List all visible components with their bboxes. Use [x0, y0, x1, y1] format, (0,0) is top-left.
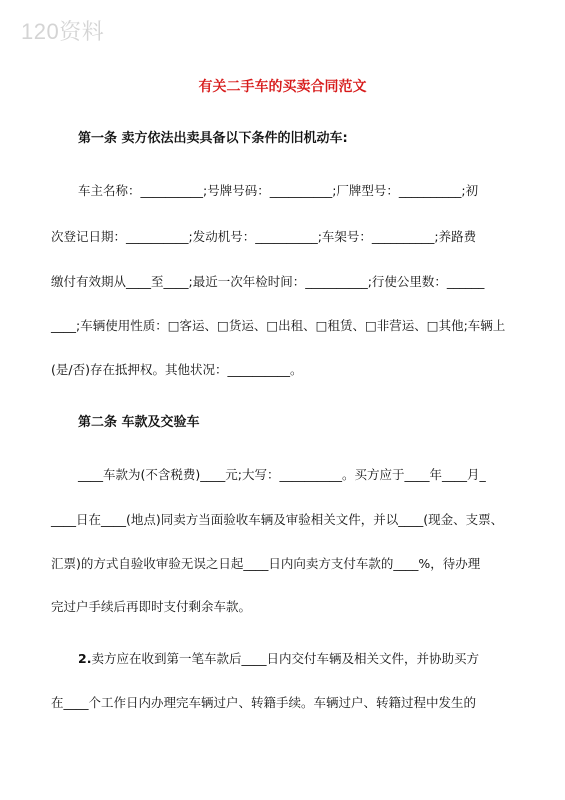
section-1-line-5: (是/否)存在抵押权。其他状况：__________。 — [51, 362, 303, 377]
section-2-line-4: 完过户手续后再即时支付剩余车款。 — [51, 599, 252, 614]
section-2-heading: 第二条 车款及交验车 — [78, 415, 200, 430]
section-2-line-2: ____日在____(地点)同卖方当面验收车辆及审验相关文件，并以____(现金、支票、 — [51, 512, 504, 527]
section-1-heading: 第一条 卖方依法出卖具备以下条件的旧机动车: — [78, 131, 348, 146]
section-2-line-1: ____车款为(不含税费)____元;大写：__________。买方应于____年____月_ — [78, 467, 486, 482]
section-1-line-3: 缴付有效期从____至____;最近一次年检时间：__________;行使公里数：______ — [51, 274, 485, 289]
section-2-item-2-line-1 — [78, 649, 479, 669]
section-2-line-3: 汇票)的方式自验收审验无误之日起____日内向卖方支付车款的____%，待办理 — [51, 556, 481, 571]
document-title: 有关二手车的买卖合同范文 — [198, 79, 367, 95]
section-2-item-2-line-2: 在____个工作日内办理完车辆过户、转籍手续。车辆过户、转籍过程中发生的 — [51, 695, 477, 710]
section-1-line-4: ____;车辆使用性质：□客运、□货运、□出租、□租赁、□非营运、□其他;车辆上 — [51, 318, 506, 333]
watermark-logo: 120资料 — [21, 19, 105, 44]
section-1-line-2: 次登记日期：__________;发动机号：__________;车架号：__________;养路费 — [51, 229, 477, 244]
item-number: 2. — [78, 651, 92, 666]
item-text: 卖方应在收到第一笔车款后____日内交付车辆及相关文件，并协助买方 — [91, 651, 479, 666]
section-1-line-1: 车主名称：__________;号牌号码：__________;厂牌型号：__________;初 — [78, 183, 479, 198]
